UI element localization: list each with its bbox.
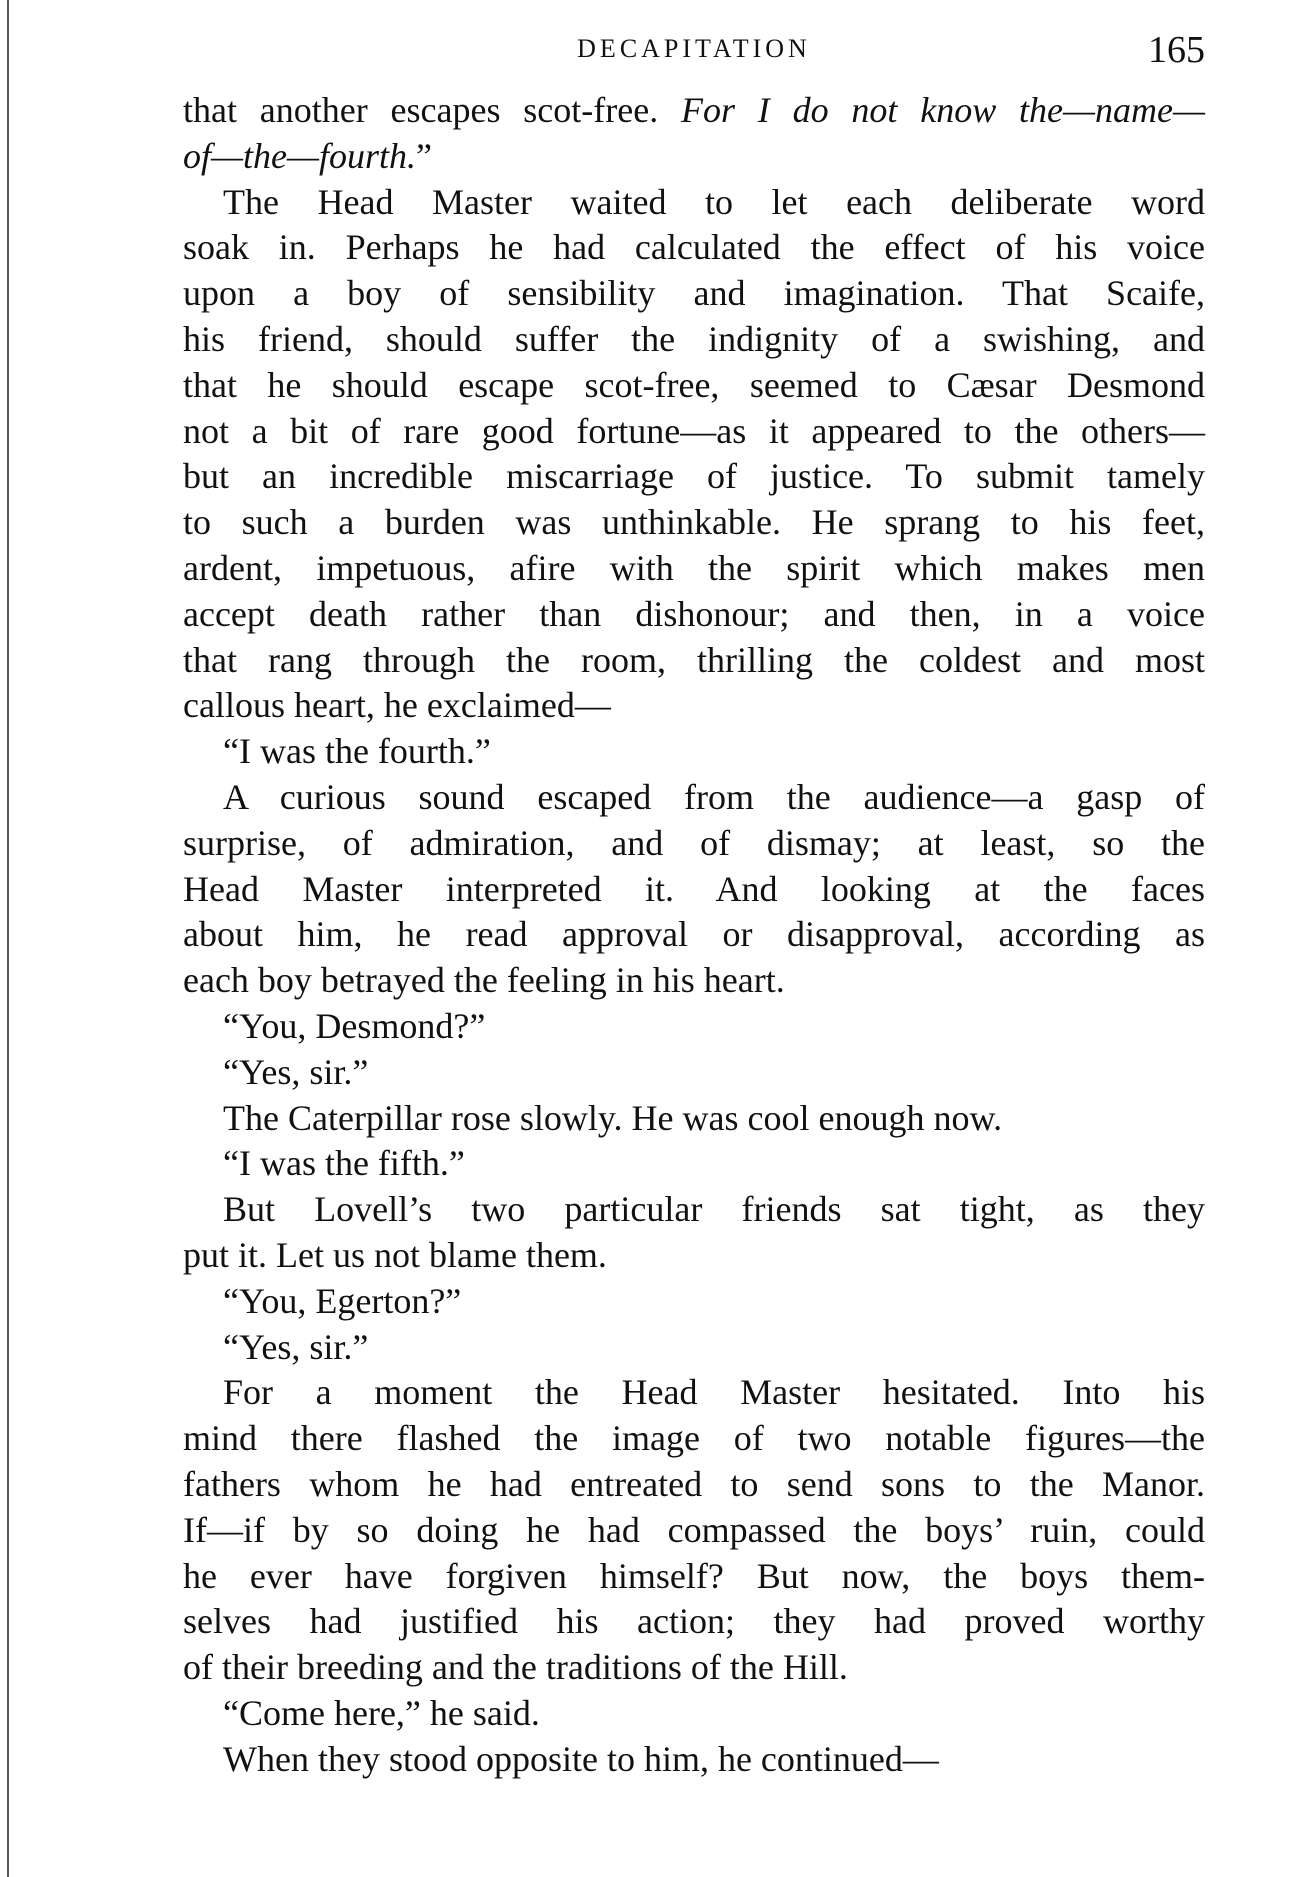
body-text [183, 88, 1205, 1782]
text-line: that he should escape scot-free, seemed to Cæsar Desmond [183, 364, 1205, 405]
text-line: selves had justified his action; they had proved worthy [183, 1601, 1205, 1642]
dialogue-line: “I was the fifth.” [223, 1143, 465, 1184]
dialogue-line: “You, Desmond?” [223, 1005, 486, 1046]
text-line: mind there flashed the image of two notable figures—the [183, 1418, 1205, 1459]
text-line: soak in. Perhaps he had calculated the effect of his voice [183, 227, 1205, 268]
text-line: of—the—fourth.” [183, 135, 432, 176]
text-line: he ever have forgiven himself? But now, the boys them- [183, 1555, 1205, 1596]
text-line: not a bit of rare good fortune—as it appeared to the others— [183, 410, 1205, 451]
text-line: that another escapes scot-free. For I do not know the—name— [183, 90, 1205, 130]
text-line: ardent, impetuous, afire with the spirit which makes men [183, 547, 1205, 588]
paragraph-first-line: But Lovell’s two particular friends sat tight, as they [223, 1189, 1205, 1230]
dialogue-line: “Come here,” he said. [223, 1692, 540, 1733]
paragraph-first-line: For a moment the Head Master hesitated. Into his [223, 1372, 1205, 1413]
text-line: fathers whom he had entreated to send sons to the Manor. [183, 1463, 1205, 1504]
text-line: upon a boy of sensibility and imagination. That Scaife, [183, 273, 1205, 314]
page-header [183, 28, 1205, 78]
text-line: If—if by so doing he had compassed the boys’ ruin, could [183, 1509, 1205, 1550]
text-line: each boy betrayed the feeling in his heart. [183, 960, 785, 1001]
dialogue-line: “I was the fourth.” [223, 731, 491, 772]
text-line: accept death rather than dishonour; and then, in a voice [183, 593, 1205, 634]
page-number: 165 [1148, 29, 1205, 71]
paragraph-first-line: When they stood opposite to him, he continued— [223, 1738, 939, 1779]
running-head: DECAPITATION [577, 34, 811, 63]
dialogue-line: “Yes, sir.” [223, 1051, 369, 1092]
text-line: put it. Let us not blame them. [183, 1234, 607, 1275]
dialogue-line: “You, Egerton?” [223, 1280, 462, 1321]
text-line: callous heart, he exclaimed— [183, 685, 611, 726]
paragraph-first-line: The Caterpillar rose slowly. He was cool enough now. [223, 1097, 1003, 1138]
text-line: of their breeding and the traditions of the Hill. [183, 1647, 848, 1688]
scan-edge-line [7, 0, 9, 1877]
dialogue-line: “Yes, sir.” [223, 1326, 369, 1367]
text-line: that rang through the room, thrilling the coldest and most [183, 639, 1205, 680]
text-line: about him, he read approval or disapproval, according as [183, 914, 1205, 955]
paragraph-first-line: A curious sound escaped from the audience—a gasp of [223, 776, 1205, 817]
text-line: his friend, should suffer the indignity of a swishing, and [183, 318, 1205, 359]
text-line: to such a burden was unthinkable. He sprang to his feet, [183, 502, 1205, 543]
text-line: surprise, of admiration, and of dismay; at least, so the [183, 822, 1205, 863]
text-line: Head Master interpreted it. And looking at the faces [183, 868, 1205, 909]
paragraph-first-line: The Head Master waited to let each deliberate word [223, 181, 1205, 222]
text-line: but an incredible miscarriage of justice. To submit tamely [183, 456, 1205, 497]
